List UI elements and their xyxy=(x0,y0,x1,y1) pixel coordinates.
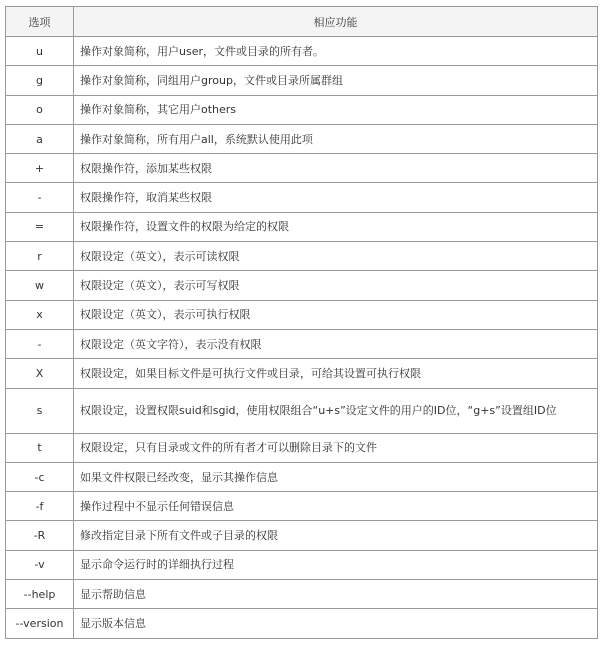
table-row xyxy=(6,521,598,550)
table-row xyxy=(6,183,598,212)
table-row xyxy=(6,37,598,66)
option-cell: X xyxy=(6,359,74,388)
header-row xyxy=(6,7,598,37)
option-cell: w xyxy=(6,271,74,300)
table-row xyxy=(6,242,598,271)
description-cell: 权限设定（英文），表示可执行权限 xyxy=(74,300,598,329)
table-row xyxy=(6,66,598,95)
options-table xyxy=(5,6,598,639)
description-cell: 操作对象简称，同组用户group，文件或目录所属群组 xyxy=(74,66,598,95)
option-cell: a xyxy=(6,124,74,153)
description-cell: 操作对象简称，其它用户others xyxy=(74,95,598,124)
description-cell: 权限设定（英文），表示可读权限 xyxy=(74,242,598,271)
option-cell: = xyxy=(6,212,74,241)
option-cell: - xyxy=(6,183,74,212)
description-cell: 显示版本信息 xyxy=(74,609,598,638)
description-cell: 权限设定（英文），表示可写权限 xyxy=(74,271,598,300)
option-cell: --help xyxy=(6,580,74,609)
table-row xyxy=(6,329,598,358)
table-row xyxy=(6,212,598,241)
option-cell: s xyxy=(6,388,74,433)
table-row xyxy=(6,271,598,300)
description-cell: 权限操作符，添加某些权限 xyxy=(74,154,598,183)
table-row xyxy=(6,550,598,579)
description-cell: 权限设定（英文字符），表示没有权限 xyxy=(74,329,598,358)
option-cell: u xyxy=(6,37,74,66)
description-cell: 操作对象简称，用户user，文件或目录的所有者。 xyxy=(74,37,598,66)
description-cell: 权限设定，设置权限suid和sgid，使用权限组合“u+s”设定文件的用户的ID位，“g+s”设置组ID位 xyxy=(74,388,598,433)
option-cell: r xyxy=(6,242,74,271)
description-cell: 权限操作符，取消某些权限 xyxy=(74,183,598,212)
description-cell: 如果文件权限已经改变，显示其操作信息 xyxy=(74,462,598,491)
table-row xyxy=(6,433,598,462)
description-cell: 显示帮助信息 xyxy=(74,580,598,609)
header-function: 相应功能 xyxy=(74,7,598,37)
table-row xyxy=(6,580,598,609)
description-cell: 修改指定目录下所有文件或子目录的权限 xyxy=(74,521,598,550)
option-cell: -R xyxy=(6,521,74,550)
table-container xyxy=(5,6,598,639)
option-cell: -c xyxy=(6,462,74,491)
option-cell: -f xyxy=(6,492,74,521)
option-cell: o xyxy=(6,95,74,124)
table-row xyxy=(6,95,598,124)
table-row xyxy=(6,492,598,521)
description-cell: 显示命令运行时的详细执行过程 xyxy=(74,550,598,579)
header-option: 选项 xyxy=(6,7,74,37)
table-row xyxy=(6,388,598,433)
description-cell: 权限设定，只有目录或文件的所有者才可以删除目录下的文件 xyxy=(74,433,598,462)
option-cell: x xyxy=(6,300,74,329)
table-row xyxy=(6,154,598,183)
description-cell: 操作对象简称，所有用户all，系统默认使用此项 xyxy=(74,124,598,153)
table-row xyxy=(6,609,598,638)
option-cell: - xyxy=(6,329,74,358)
option-cell: -v xyxy=(6,550,74,579)
table-row xyxy=(6,359,598,388)
option-cell: g xyxy=(6,66,74,95)
table-row xyxy=(6,124,598,153)
description-cell: 权限设定，如果目标文件是可执行文件或目录，可给其设置可执行权限 xyxy=(74,359,598,388)
option-cell: + xyxy=(6,154,74,183)
table-row xyxy=(6,462,598,491)
option-cell: --version xyxy=(6,609,74,638)
option-cell: t xyxy=(6,433,74,462)
description-cell: 权限操作符，设置文件的权限为给定的权限 xyxy=(74,212,598,241)
description-cell: 操作过程中不显示任何错误信息 xyxy=(74,492,598,521)
table-row xyxy=(6,300,598,329)
